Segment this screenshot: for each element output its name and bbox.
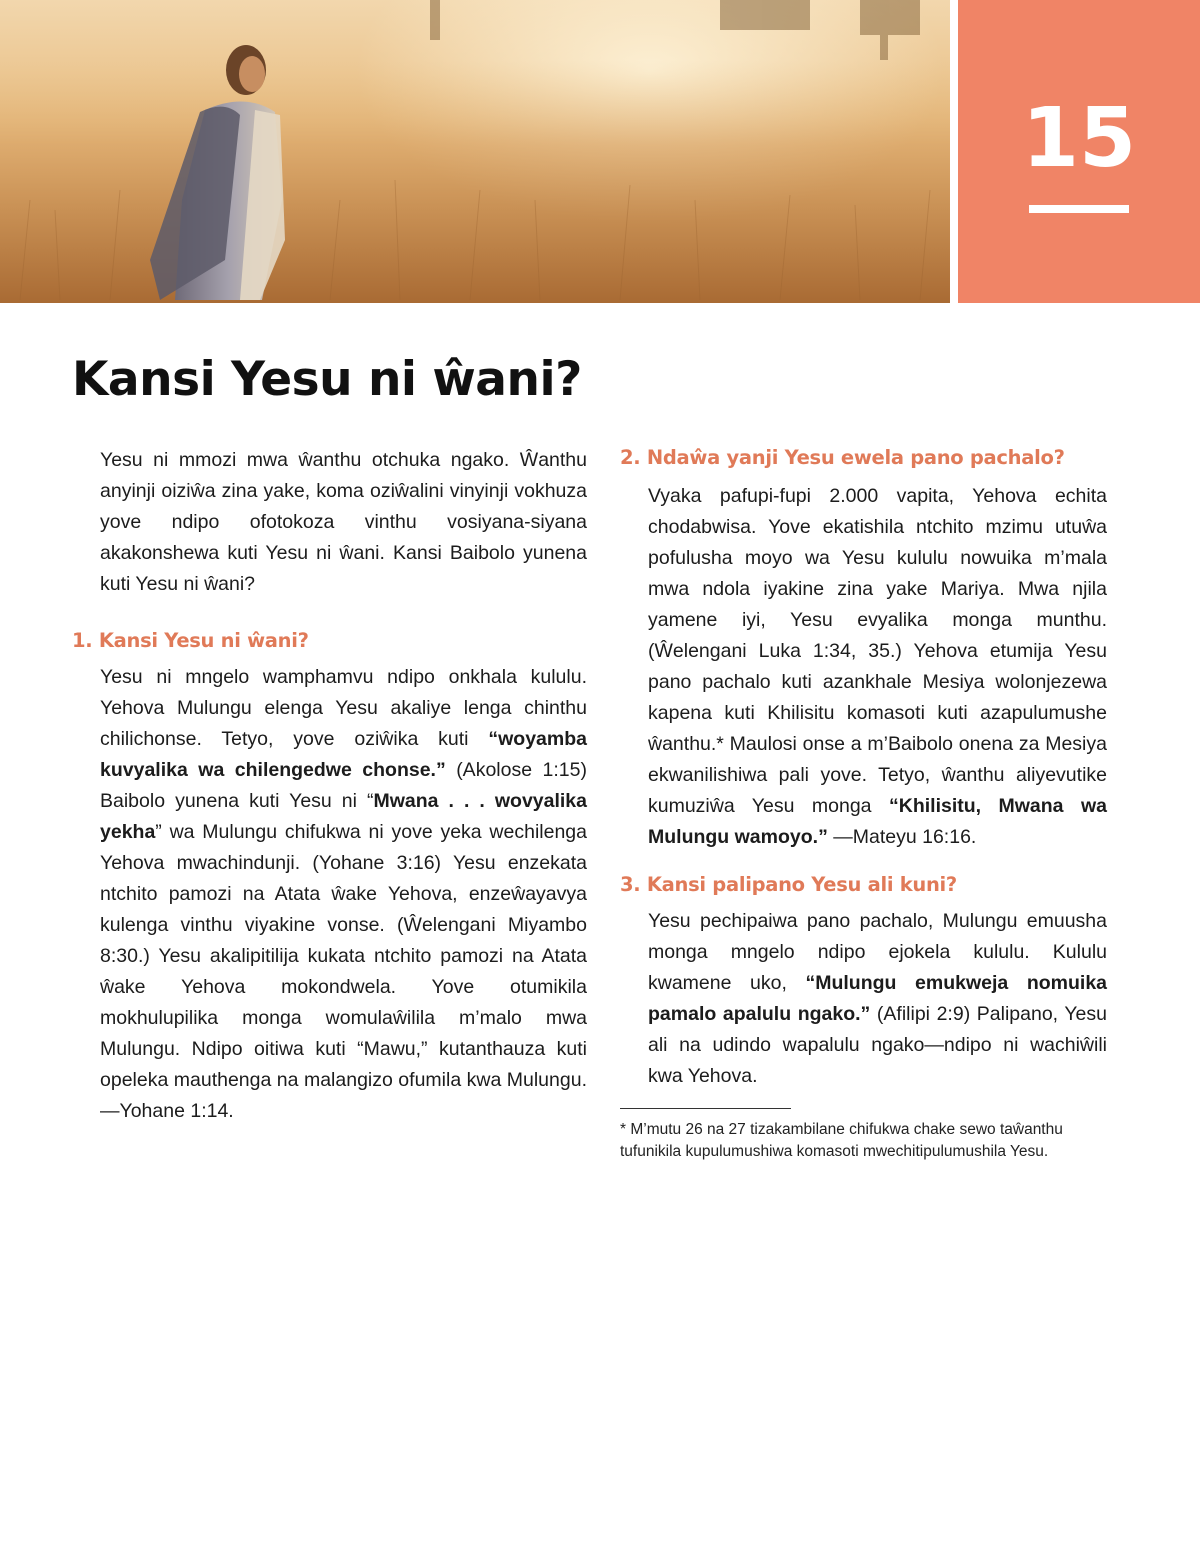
section-1-quote-b: Mwana . . . wovyalika yekha	[100, 790, 587, 843]
section-2-body	[620, 481, 1107, 853]
section-2-text-b: —Mateyu 16:16.	[827, 826, 977, 848]
section-2-heading: 2. Ndaŵa yanji Yesu ewela pano pachalo?	[620, 446, 1065, 469]
chapter-underline	[1029, 205, 1129, 213]
section-3-text-b: (Afilipi 2:9) Palipano, Yesu ali na udindo wapalulu ngako—ndipo ni wachiŵili kwa Yehova.	[648, 1003, 1107, 1087]
hero-image	[0, 0, 950, 303]
section-2-quote: “Khilisitu, Mwana wa Mulungu wamoyo.”	[648, 795, 1107, 848]
section-1-heading: 1. Kansi Yesu ni ŵani?	[72, 629, 309, 652]
left-column	[72, 442, 587, 1127]
section-3-body	[620, 906, 1107, 1092]
section-1-text-a: Yesu ni mngelo wamphamvu ndipo onkhala kululu. Yehova Mulungu elenga Yesu akaliye lenga chinthu chilichonse. Tetyo, yove oziŵika kuti	[100, 666, 587, 750]
section-3-text-a: Yesu pechipaiwa pano pachalo, Mulungu emuusha monga mngelo ndipo ejokela kululu. Kululu kwamene uko,	[648, 910, 1107, 994]
section-1-body	[72, 662, 587, 1127]
hero-illustration	[0, 0, 950, 303]
section-1-quote-a: “woyamba kuvyalika wa chilengedwe chonse.”	[100, 728, 587, 781]
intro-paragraph: Yesu ni mmozi mwa ŵanthu otchuka ngako. Ŵanthu anyinji oiziŵa zina yake, koma oziŵalini vinyinji vokhuza yove ndipo ofotokoza vinthu vosiyana-siyana akakonshewa kuti Yesu ni ŵani. Kansi Baibolo yunena kuti Yesu ni ŵani?	[100, 449, 587, 595]
page-title: Kansi Yesu ni ŵani?	[72, 352, 582, 407]
right-column	[620, 442, 1107, 1163]
section-3-heading: 3. Kansi palipano Yesu ali kuni?	[620, 873, 957, 896]
section-1-text-c: ” wa Mulungu chifukwa ni yove yeka wechilenga Yehova mwachindunji. (Yohane 3:16) Yesu enzekata ntchito pamozi na Atata ŵake Yehova, enzeŵayavya kulenga vinthu viyakine vonse. (Ŵelengani Miyambo 8:30.) Yesu akalipitilija kukata ntchito pamozi na Atata ŵake Yehova mokondwela. Yove otumikila mokhulupilika monga womulaŵilila m’malo mwa Mulungu. Ndipo oitiwa kuti “Mawu,” kutanthauza kuti opeleka mauthenga na malangizo ofumila kwa Mulungu.—Yohane 1:14.	[100, 821, 587, 1122]
section-2-text-a: Vyaka pafupi-fupi 2.000 vapita, Yehova echita chodabwisa. Yove ekatishila ntchito mzimu utuŵa pofulusha moyo wa Yesu kululu nowuika m’mala mwa ndola iyakine zina yake Mariya. Mwa njila yamene iyi, Yesu evyalika monga munthu. (Ŵelengani Luka 1:34, 35.) Yehova etumija Yesu pano pachalo kuti azankhale Mesiya wolonjezewa kapena kuti Khilisitu komasoti kuti azapulumushe ŵanthu.* Maulosi onse a m’Baibolo onena za Mesiya ekwanilishiwa pali yove. Tetyo, ŵanthu aliyevutike kumuziŵa Yesu monga	[648, 485, 1107, 817]
chapter-number: 15	[1021, 91, 1137, 186]
footnote-divider	[620, 1108, 791, 1109]
chapter-badge	[958, 0, 1200, 303]
section-3-quote: “Mulungu emukweja nomuika pamalo apalulu ngako.”	[648, 972, 1108, 1025]
section-1-text-b: (Akolose 1:15) Baibolo yunena kuti Yesu ni “	[100, 759, 587, 812]
footnote: * M’mutu 26 na 27 tizakambilane chifukwa chake sewo taŵanthu tufunikila kupulumushiwa komasoti mwechitipulumushila Yesu.	[620, 1121, 1063, 1160]
